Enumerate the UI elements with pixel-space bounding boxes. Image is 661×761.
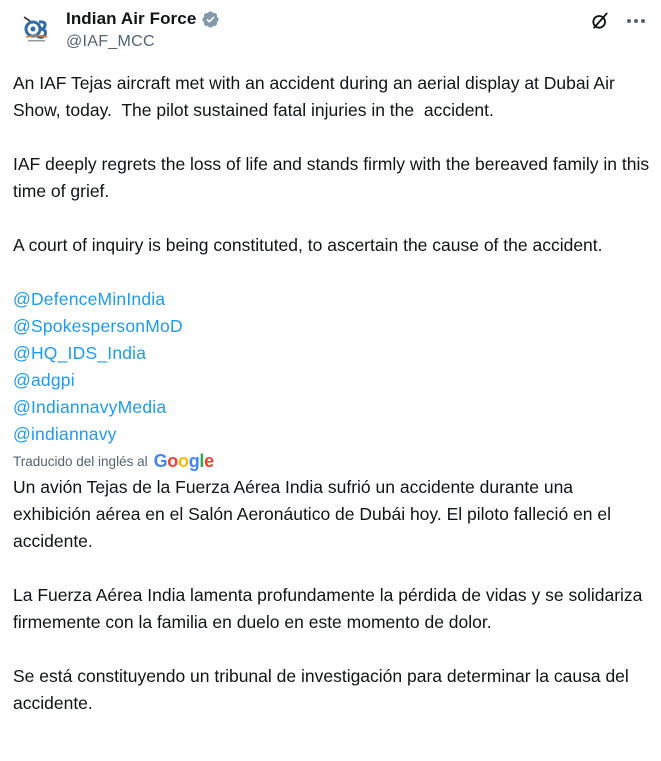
mention-link[interactable]: @SpokespersonMoD [13, 316, 183, 336]
mention-link[interactable]: @indiannavy [13, 424, 117, 444]
handle[interactable]: @IAF_MCC [66, 33, 155, 50]
post-paragraph: A court of inquiry is being constituted, to ascertain the cause of the accident. [13, 235, 603, 255]
more-horizontal-icon [627, 19, 645, 23]
mention-link[interactable]: @DefenceMinIndia [13, 289, 166, 309]
post-body [13, 70, 653, 717]
translation-attribution[interactable] [13, 448, 653, 474]
translated-paragraph: Un avión Tejas de la Fuerza Aérea India sufrió un accidente durante una exhibición aérea en el Salón Aeronáutico de Dubái hoy. El piloto falleció en el accidente. [13, 477, 616, 551]
mentions-list [13, 286, 653, 448]
mention-link[interactable]: @adgpi [13, 370, 75, 390]
avatar[interactable] [16, 8, 56, 48]
post-paragraph: IAF deeply regrets the loss of life and stands firmly with the bereaved family in this time of grief. [13, 154, 655, 201]
display-name[interactable]: Indian Air Force [66, 9, 197, 28]
verified-badge-icon [201, 10, 220, 29]
more-button[interactable] [625, 10, 647, 32]
grok-button[interactable] [589, 10, 611, 32]
google-logo: Google [153, 450, 214, 471]
translation-label: Traducido del inglés al [13, 453, 148, 469]
mention-link[interactable]: @IndiannavyMedia [13, 397, 167, 417]
post-paragraph: An IAF Tejas aircraft met with an accident during an aerial display at Dubai Air Show, today. The pilot sustained fatal injuries in the accident. [13, 73, 620, 120]
iaf-93-logo-icon [16, 8, 56, 48]
slashed-circle-icon [590, 11, 610, 31]
translated-paragraph: La Fuerza Aérea India lamenta profundamente la pérdida de vidas y se solidariza firmemente con la familia en duelo en este momento de dolor. [13, 585, 648, 632]
translated-paragraph: Se está constituyendo un tribunal de investigación para determinar la causa del accidente. [13, 666, 634, 713]
mention-link[interactable]: @HQ_IDS_India [13, 343, 147, 363]
post-header [0, 0, 661, 60]
